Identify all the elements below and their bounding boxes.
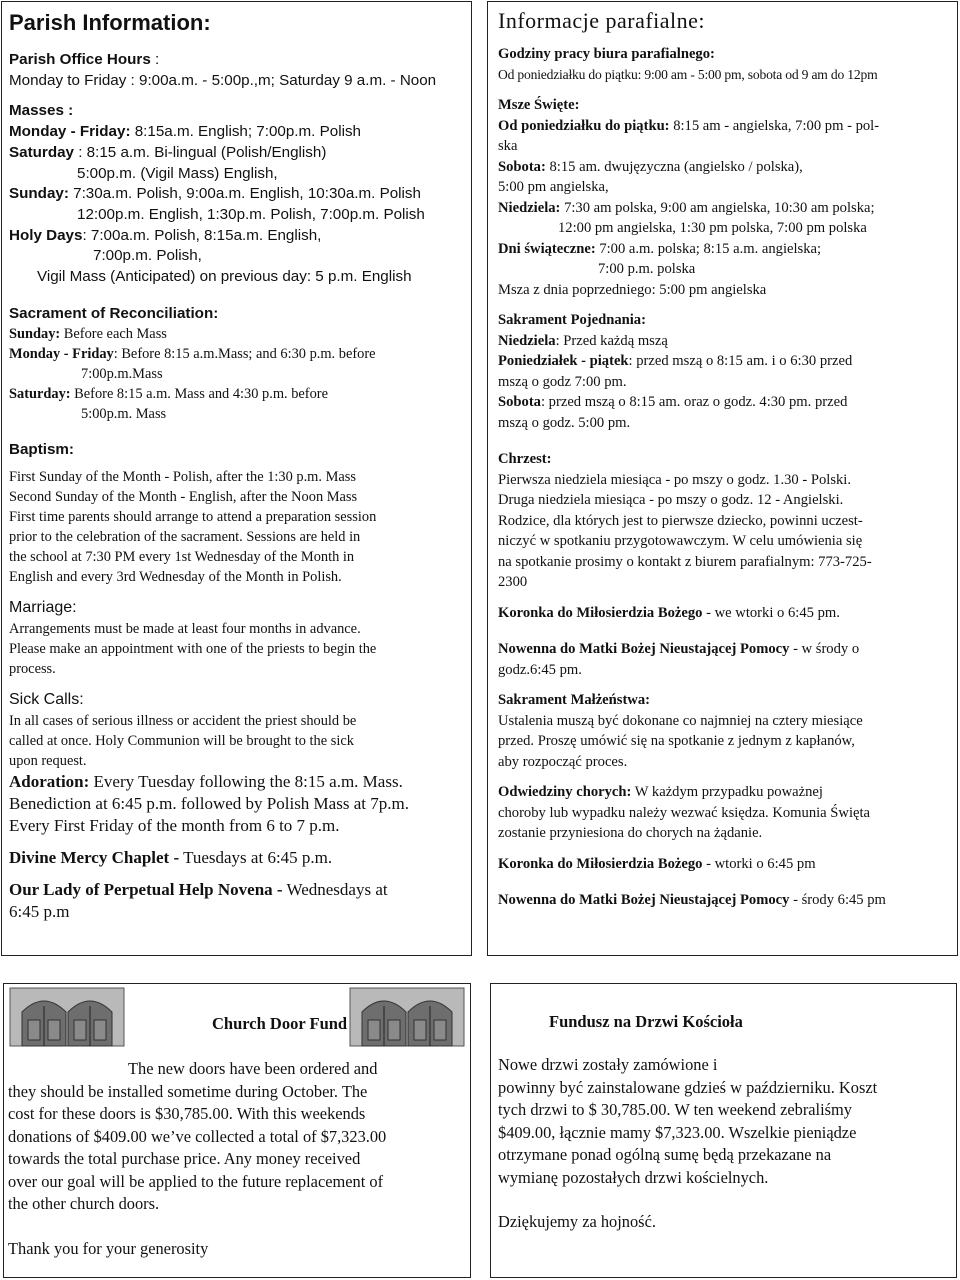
fund-thanks: Thank you for your generosity [8, 1238, 209, 1258]
reconciliation-line: Sunday: Before each Mass [9, 326, 167, 343]
mass-line: Holy Days: 7:00a.m. Polish, 8:15a.m. English, [9, 226, 322, 244]
mass-line: 12:00 pm angielska, 1:30 pm polska, 7:00 pm polska [558, 220, 867, 236]
mass-line: 7:00 p.m. polska [598, 261, 696, 277]
sick-calls-line: upon request. [9, 753, 87, 770]
marriage-heading: Sakrament Małżeństwa: [498, 692, 650, 708]
reconciliation-line: Poniedziałek - piątek: przed mszą o 8:15 am. i o 6:30 przed [498, 353, 853, 369]
fund-line: they should be installed sometime during October. The [8, 1081, 368, 1101]
marriage-line: Arrangements must be made at least four months in advance. [9, 621, 361, 638]
fund-line: cost for these doors is $30,785.00. With this weekends [8, 1104, 366, 1123]
baptism-line: 2300 [498, 574, 528, 590]
fund-thanks: Dziękujemy za hojność. [498, 1212, 656, 1231]
baptism-heading: Chrzest: [498, 451, 552, 467]
baptism-line: Rodzice, dla których jest to pierwsze dziecko, powinni uczest- [498, 512, 863, 529]
baptism-line: na spotkanie prosimy o kontakt z biurem parafialnym: 773-725- [498, 553, 872, 570]
mass-line: 5:00p.m. (Vigil Mass) English, [77, 164, 278, 182]
fund-line: over our goal will be applied to the future replacement of [8, 1171, 384, 1191]
marriage-line: Please make an appointment with one of the priests to begin the [9, 641, 377, 658]
mass-line: Monday - Friday: 8:15a.m. English; 7:00p.m. Polish [9, 123, 361, 141]
mass-line: ska [498, 138, 518, 154]
panel-title: Parish Information: [9, 10, 211, 35]
reconciliation-line: Saturday: Before 8:15 a.m. Mass and 4:30 p.m. before [9, 386, 328, 403]
baptism-line: prior to the celebration of the sacrament. Sessions are held in [9, 529, 361, 546]
reconciliation-line: 5:00p.m. Mass [81, 406, 167, 423]
office-hours-heading: Godziny pracy biura parafialnego: [498, 46, 715, 62]
mass-line: Od poniedziałku do piątku: 8:15 am - angielska, 7:00 pm - pol- [498, 117, 880, 134]
mass-line: Sobota: 8:15 am. dwujęzyczna (angielsko / polska), [498, 158, 803, 175]
fund-body [498, 1054, 954, 1234]
sick-calls-line: choroby lub wypadku należy wezwać księdza. Komunia Święta [498, 804, 871, 821]
reconciliation-heading: Sacrament of Reconciliation: [9, 304, 219, 322]
divine-mercy-chaplet: Divine Mercy Chaplet - Tuesdays at 6:45 p.m. [9, 848, 333, 868]
reconciliation-line: Niedziela: Przed każdą mszą [498, 332, 668, 349]
sick-calls-line: In all cases of serious illness or accident the priest should be [9, 713, 357, 730]
reconciliation-line: mszą o godz 7:00 pm. [498, 373, 627, 390]
fund-line: donations of $409.00 we’ve collected a total of $7,323.00 [8, 1126, 387, 1146]
fund-line: otrzymane ponad ogólną sumę będą przekazane na [498, 1145, 832, 1164]
baptism-heading: Baptism: [9, 441, 74, 459]
reconciliation-line: Monday - Friday: Before 8:15 a.m.Mass; and 6:30 p.m. before [9, 346, 376, 363]
sick-calls-heading: Sick Calls: [9, 691, 84, 709]
parish-info-panel-en [1, 1, 472, 956]
fund-line: The new doors have been ordered and [128, 1059, 378, 1078]
novena-line: godz.6:45 pm. [498, 661, 582, 678]
fund-line: $409.00, łącznie mamy $7,323.00. Wszelkie pieniądze [498, 1122, 857, 1142]
baptism-line: the school at 7:30 PM every 1st Wednesday of the Month in [9, 549, 355, 566]
adoration-line: Benediction at 6:45 p.m. followed by Polish Mass at 7p.m. [9, 794, 409, 814]
office-hours-text: Od poniedziałku do piątku: 9:00 am - 5:00 pm, sobota od 9 am do 12pm [498, 66, 878, 82]
mass-line: Sunday: 7:30a.m. Polish, 9:00a.m. English, 10:30a.m. Polish [9, 185, 421, 203]
mass-line: Niedziela: 7:30 am polska, 9:00 am angielska, 10:30 am polska; [498, 199, 875, 216]
reconciliation-heading: Sakrament Pojednania: [498, 312, 646, 328]
baptism-line: English and every 3rd Wednesday of the Month in Polish. [9, 569, 342, 586]
fund-line: Nowe drzwi zostały zamówione i [498, 1055, 718, 1074]
novena-line: 6:45 p.m [9, 902, 70, 922]
fund-line: wymianę pozostałych drzwi kościelnych. [498, 1167, 769, 1187]
fund-line: powinny być zainstalowane gdzieś w październiku. Koszt [498, 1077, 878, 1097]
adoration-line: Every First Friday of the month from 6 to 7 p.m. [9, 816, 340, 836]
sick-calls-line: Odwiedziny chorych: W każdym przypadku poważnej [498, 784, 823, 800]
novena-line: Our Lady of Perpetual Help Novena - Wednesdays at [9, 880, 388, 900]
novena-line: Nowenna do Matki Bożej Nieustającej Pomocy - w środy o [498, 641, 860, 657]
reconciliation-line: 7:00p.m.Mass [81, 366, 163, 383]
mass-line: 5:00 pm angielska, [498, 179, 609, 195]
reconciliation-line: mszą o godz. 5:00 pm. [498, 414, 631, 431]
sick-calls-line: called at once. Holy Communion will be brought to the sick [9, 733, 354, 750]
baptism-line: First Sunday of the Month - Polish, after the 1:30 p.m. Mass [9, 469, 356, 486]
fund-line: towards the total purchase price. Any money received [8, 1149, 361, 1168]
mass-line: Vigil Mass (Anticipated) on previous day: 5 p.m. English [37, 268, 412, 286]
marriage-heading: Marriage: [9, 599, 77, 617]
divine-mercy-chaplet: Koronka do Miłosierdzia Bożego - wtorki o 6:45 pm [498, 855, 816, 872]
church-doors-illustration [8, 986, 126, 1048]
church-doors-illustration [348, 986, 466, 1048]
reconciliation-line: Sobota: przed mszą o 8:15 am. oraz o godz. 4:30 pm. przed [498, 394, 848, 410]
fund-body [8, 1058, 468, 1260]
marriage-line: Ustalenia muszą być dokonane co najmniej na cztery miesiące [498, 712, 863, 729]
fund-line: tych drzwi to $ 30,785.00. W ten weekend zebraliśmy [498, 1100, 852, 1119]
fund-title: Fundusz na Drzwi Kościoła [549, 1012, 743, 1031]
novena-line: Nowenna do Matki Bożej Nieustającej Pomocy - środy 6:45 pm [498, 892, 886, 908]
masses-heading: Masses : [9, 102, 74, 120]
sick-calls-line: zostanie przyniesiona do chorych na żądanie. [498, 825, 763, 841]
church-door-fund-en [3, 983, 471, 1278]
panel-title: Informacje parafialne: [498, 8, 706, 33]
church-door-fund-pl [490, 983, 957, 1278]
mass-line: 12:00p.m. English, 1:30p.m. Polish, 7:00p.m. Polish [77, 205, 425, 223]
office-hours-heading: Parish Office Hours : [9, 51, 160, 68]
mass-line: Saturday : 8:15 a.m. Bi-lingual (Polish/English) [9, 143, 327, 161]
mass-line: Msza z dnia poprzedniego: 5:00 pm angielska [498, 281, 767, 298]
fund-title: Church Door Fund [212, 1014, 348, 1033]
mass-line: Dni świąteczne: 7:00 a.m. polska; 8:15 a.m. angielska; [498, 240, 822, 257]
mass-line: 7:00p.m. Polish, [93, 247, 202, 265]
parish-info-panel-pl [487, 1, 958, 956]
marriage-line: przed. Proszę umówić się na spotkanie z jednym z kapłanów, [498, 733, 855, 749]
adoration-line: Adoration: Every Tuesday following the 8:15 a.m. Mass. [9, 772, 403, 792]
baptism-line: Druga niedziela miesiąca - po mszy o godz. 12 - Angielski. [498, 492, 844, 508]
baptism-line: Second Sunday of the Month - English, after the Noon Mass [9, 489, 358, 506]
baptism-line: First time parents should arrange to attend a preparation session [9, 509, 377, 526]
fund-line: the other church doors. [8, 1194, 160, 1213]
baptism-line: niczyć w spotkaniu przygotowawczym. W celu umówienia się [498, 533, 863, 549]
masses-heading: Msze Święte: [498, 97, 580, 113]
office-hours-text: Monday to Friday : 9:00a.m. - 5:00p.,m; Saturday 9 a.m. - Noon [9, 71, 437, 89]
marriage-line: aby rozpocząć proces. [498, 753, 628, 770]
marriage-line: process. [9, 661, 56, 678]
baptism-line: Pierwsza niedziela miesiąca - po mszy o godz. 1.30 - Polski. [498, 471, 852, 488]
divine-mercy-chaplet: Koronka do Miłosierdzia Bożego - we wtorki o 6:45 pm. [498, 604, 840, 621]
